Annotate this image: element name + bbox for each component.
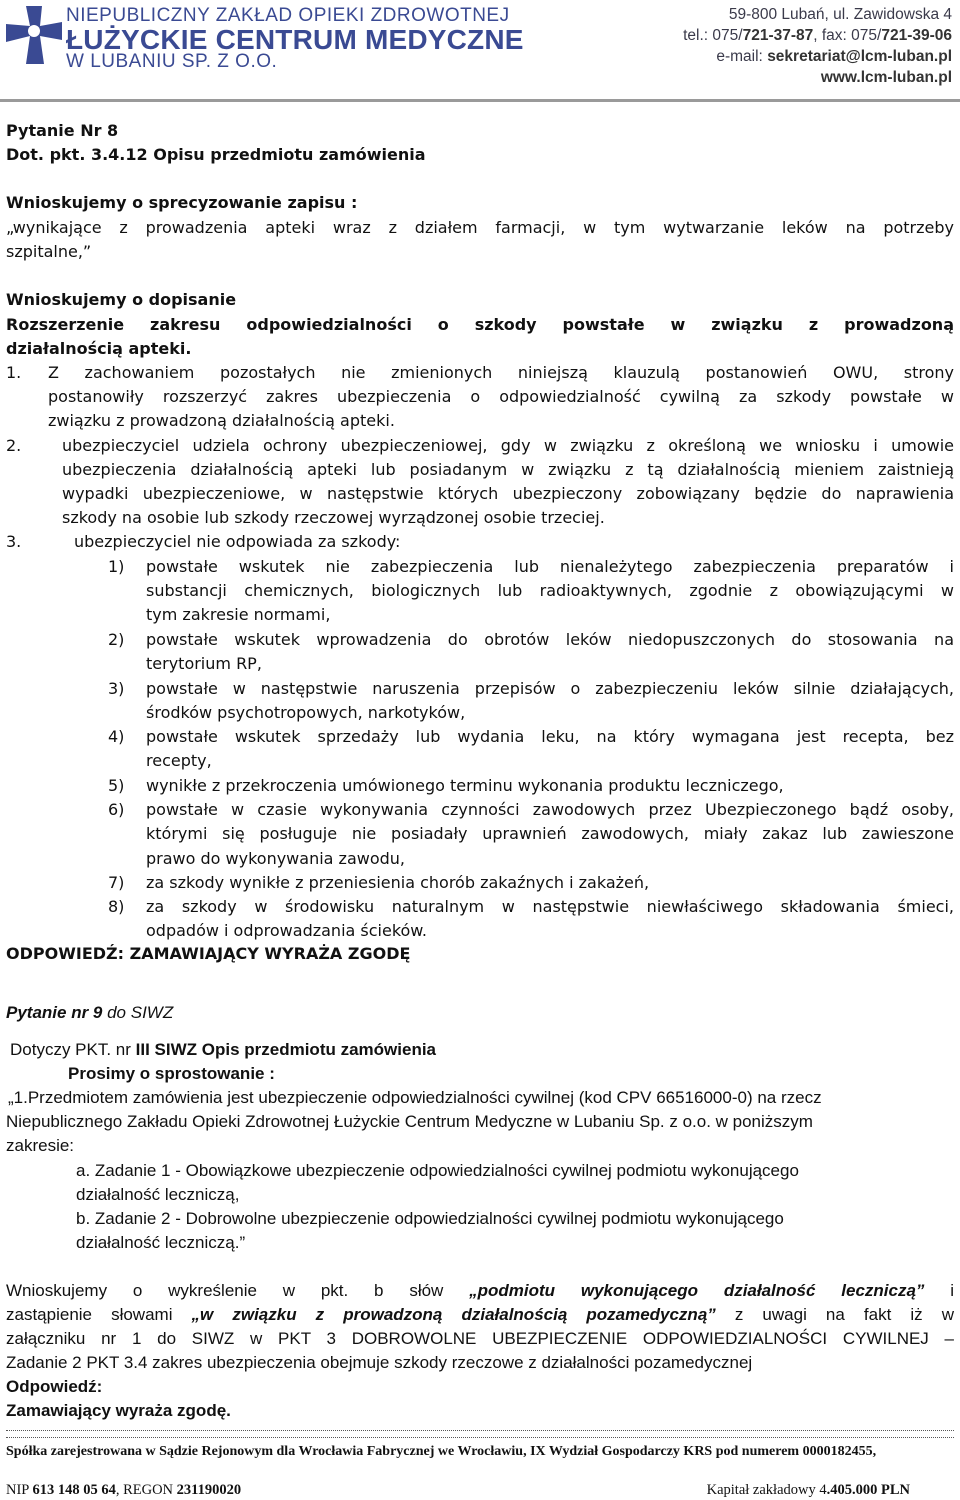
item-5-line1: wynikłe z przekroczenia umówionego terminu wykonania produktu leczniczego, [146,776,784,795]
point-3-number: 3. [6,532,22,551]
header-divider [0,99,960,102]
q9-title: Pytanie nr 9 do SIWZ [6,1003,174,1022]
q9-ref: Dotyczy PKT. nr III SIWZ Opis przedmiotu zamówienia [10,1040,437,1059]
item-7-number: 7) [108,873,125,892]
q8-answer: ODPOWIEDŹ: ZAMAWIAJĄCY WYRAŻA ZGODĘ [6,944,411,963]
logo-line-3: W LUBANIU SP. Z O.O. [66,51,278,72]
point-2-line1: ubezpieczyciel udziela ochrony ubezpieczeniowej, gdy w związku z określoną we wniosku i umowie [62,436,954,455]
q8-ask2: Wnioskujemy o dopisanie [6,290,237,309]
item-2-line1: powstałe wskutek wprowadzenia do obrotów leków niedopuszczonych do stosowania na [146,630,954,649]
registration-line: Spółka zarejestrowana w Sądzie Rejonowym dla Wrocławia Fabrycznej we Wrocławiu, IX Wydział Gospodarczy KRS pod numerem 0000182455, [6,1444,877,1459]
point-3-line1: ubezpieczyciel nie odpowiada za szkody: [74,532,401,551]
q9-request-line1: Wnioskujemy o wykreślenie w pkt. b słów „podmiotu wykonującego działalność leczniczą” i [6,1281,955,1300]
phone-number: 721-37-87 [742,27,814,44]
fax-number: 721-39-06 [881,27,952,44]
q9-task-a-line1: a. Zadanie 1 - Obowiązkowe ubezpieczenie odpowiedzialności cywilnej podmiotu wykonującego [76,1161,799,1180]
footer-divider [6,1430,954,1438]
letterhead [0,0,960,103]
point-1-line3: związku z prowadzoną działalnością apteki. [48,411,395,430]
q8-heading-line1: Rozszerzenie zakresu odpowiedzialności o szkody powstałe w związku z prowadzoną [6,315,954,334]
item-7-line1: za szkody wynikłe z przeniesienia chorób zakaźnych i zakażeń, [146,873,650,892]
item-3-number: 3) [108,679,125,698]
contact-block [683,4,952,88]
q9-task-a-line2: działalność leczniczą, [76,1185,240,1204]
item-1-line2: substancji chemicznych, biologicznych lub radioaktywnych, zgodnie z obowiązującymi w [146,581,954,600]
share-capital: Kapitał zakładowy 4.405.000 PLN [706,1482,910,1498]
item-8-line1: za szkody w środowisku naturalnym w następstwie niewłaściwego składowania śmieci, [146,897,954,916]
item-4-line2: recepty, [146,751,212,770]
q9-task-b-line1: b. Zadanie 2 - Dobrowolne ubezpieczenie odpowiedzialności cywilnej podmiotu wykonującego [76,1209,784,1228]
item-6-line3: prawo do wykonywania zawodu, [146,849,406,868]
item-8-line2: odpadów i odprowadzania ścieków. [146,921,428,940]
cross-logo-icon [4,4,64,66]
q9-citation-line2: Niepublicznego Zakładu Opieki Zdrowotnej Łużyckie Centrum Medyczne w Lubaniu Sp. z o.o. w poniższym [6,1112,813,1131]
item-3-line1: powstałe w następstwie naruszenia przepisów o zabezpieczeniu leków silnie działających, [146,679,954,698]
footer-ids [6,1482,954,1499]
q8-quote-line2: szpitalne,” [6,242,92,261]
q8-quote-line1: „wynikające z prowadzenia apteki wraz z działem farmacji, w tym wytwarzanie leków na potrzeby [6,218,954,237]
q9-answer-text: Zamawiający wyraża zgodę. [6,1401,231,1420]
item-5-number: 5) [108,776,125,795]
item-8-number: 8) [108,897,125,916]
q9-ask: Prosimy o sprostowanie : [68,1064,275,1083]
q8-ask1: Wnioskujemy o sprecyzowanie zapisu : [6,193,358,212]
point-2-number: 2. [6,436,22,455]
item-6-line2: którymi się posługuje nie posiadały uprawnień zawodowych, miały zakaz lub zawieszone [146,824,954,843]
q9-request-line3: załączniku nr 1 do SIWZ w PKT 3 DOBROWOLNE UBEZPIECZENIE ODPOWIEDZIALNOŚCI CYWILNEJ – [6,1329,954,1348]
item-2-line2: terytorium RP, [146,654,262,673]
point-1-line2: postanowiły rozszerzyć zakres ubezpieczenia o odpowiedzialność cywilną za szkody powstałe w [48,387,954,406]
email-line: e-mail: sekretariat@lcm-luban.pl [716,48,952,65]
q9-citation-line3: zakresie: [6,1136,75,1155]
company-logo [4,2,524,72]
item-6-number: 6) [108,800,125,819]
item-4-line1: powstałe wskutek sprzedaży lub wydania leku, na który wymagana jest recepta, bez [146,727,954,746]
point-2-line2: ubezpieczenia działalnością apteki lub posiadanym w związku z tą działalnością mieniem zaistnieją [62,460,954,479]
item-4-number: 4) [108,727,125,746]
q8-title: Pytanie Nr 8 [6,121,119,140]
address: 59-800 Lubań, ul. Zawidowska 4 [728,6,952,23]
phone-fax-line: tel.: 075/721-37-87, fax: 075/721-39-06 [683,27,952,44]
email-link[interactable]: sekretariat@lcm-luban.pl [767,48,952,65]
item-2-number: 2) [108,630,125,649]
item-1-number: 1) [108,557,125,576]
item-1-line1: powstałe wskutek nie zabezpieczenia lub nienależytego zabezpieczenia preparatów i [146,557,954,576]
q8-ref: Dot. pkt. 3.4.12 Opisu przedmiotu zamówienia [6,145,426,164]
logo-line-2: ŁUŻYCKIE CENTRUM MEDYCZNE [66,24,524,55]
point-2-line4: szkody na osobie lub szkody rzeczowej wyrządzonej osobie trzeciej. [62,508,605,527]
krs-number: 0000182455 [802,1444,873,1459]
logo-line-1: NIEPUBLICZNY ZAKŁAD OPIEKI ZDROWOTNEJ [66,5,510,26]
q9-request-line4: Zadanie 2 PKT 3.4 zakres ubezpieczenia obejmuje szkody rzeczowe z działalności pozamedycznej [6,1353,753,1372]
q9-task-b-line2: działalność leczniczą.” [76,1233,246,1252]
website-link[interactable]: www.lcm-luban.pl [820,69,952,86]
item-6-line1: powstałe w czasie wykonywania czynności zawodowych przez Ubezpieczonego bądź osoby, [146,800,954,819]
item-1-line3: tym zakresie normami, [146,605,331,624]
q9-answer-label: Odpowiedź: [6,1377,103,1396]
q8-heading-line2: działalnością apteki. [6,339,192,358]
point-1-number: 1. [6,363,22,382]
q9-citation-line1: „1.Przedmiotem zamówienia jest ubezpieczenie odpowiedzialności cywilnej (kod CPV 66516000-0) na rzecz [8,1088,822,1107]
item-3-line2: środków psychotropowych, narkotyków, [146,703,466,722]
nip-regon: NIP 613 148 05 64, REGON 231190020 [6,1482,242,1498]
point-2-line3: wypadki ubezpieczeniowe, w następstwie których ubezpieczony zobowiązany będzie do naprawienia [62,484,954,503]
point-1-line1: Z zachowaniem pozostałych nie zmienionych niniejszą klauzulą postanowień OWU, strony [48,363,954,382]
q9-request-line2: zastąpienie słowami „w związku z prowadzoną działalnością pozamedyczną” z uwagi na fakt iż w [6,1305,954,1324]
